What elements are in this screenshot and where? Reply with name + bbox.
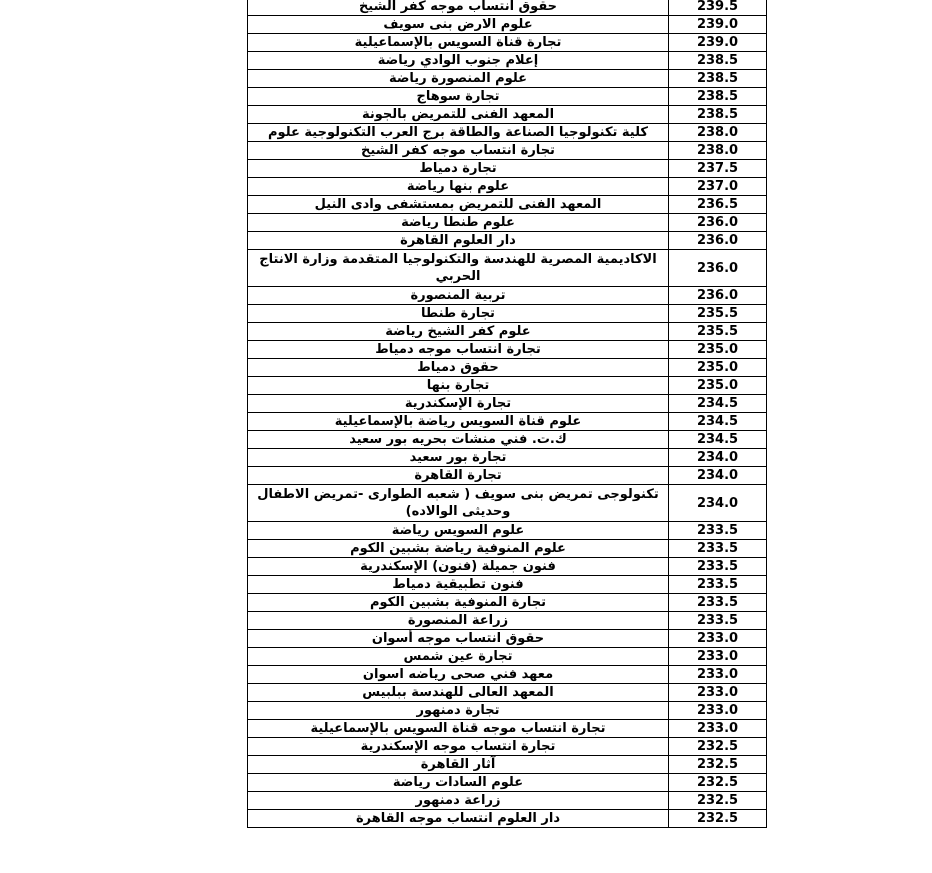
score-cell: 235.0: [669, 359, 767, 377]
table-row: [248, 377, 767, 395]
table-row: [248, 756, 767, 774]
faculty-name-cell: تجارة عين شمس: [248, 648, 669, 666]
faculty-name-cell: دار العلوم انتساب موجه القاهرة: [248, 810, 669, 828]
faculty-name-cell: تجارة انتساب موجه الإسكندرية: [248, 738, 669, 756]
faculty-name-cell: كلية تكنولوجيا الصناعة والطاقة برج العرب التكنولوجية علوم: [248, 124, 669, 142]
faculty-name-cell: تجارة بنها: [248, 377, 669, 395]
score-cell: 234.0: [669, 449, 767, 467]
table-row: [248, 702, 767, 720]
score-cell: 236.5: [669, 196, 767, 214]
table-row: [248, 178, 767, 196]
faculty-name-cell: علوم المنصورة رياضة: [248, 70, 669, 88]
table-row: [248, 341, 767, 359]
faculty-name-cell: علوم الارض بنى سويف: [248, 16, 669, 34]
faculty-name-cell: تجارة دمنهور: [248, 702, 669, 720]
faculty-name-cell: الاكاديمية المصرية للهندسة والتكنولوجيا المتقدمة وزارة الانتاج الحربي: [248, 250, 669, 287]
score-cell: 238.5: [669, 70, 767, 88]
table-row: [248, 540, 767, 558]
faculty-name-cell: تجارة بور سعيد: [248, 449, 669, 467]
table-row: [248, 774, 767, 792]
table-row: [248, 630, 767, 648]
faculty-name-cell: معهد فني صحى رياضه اسوان: [248, 666, 669, 684]
score-cell: 232.5: [669, 792, 767, 810]
table-row: [248, 684, 767, 702]
score-cell: 234.5: [669, 431, 767, 449]
faculty-name-cell: تربية المنصورة: [248, 287, 669, 305]
faculty-name-cell: علوم طنطا رياضة: [248, 214, 669, 232]
table-row: [248, 305, 767, 323]
score-cell: 232.5: [669, 774, 767, 792]
faculty-name-cell: تجارة المنوفية بشبين الكوم: [248, 594, 669, 612]
score-cell: 238.0: [669, 142, 767, 160]
faculty-name-cell: حقوق دمياط: [248, 359, 669, 377]
table-row: [248, 0, 767, 16]
score-cell: 233.5: [669, 594, 767, 612]
admission-scores-table: [247, 0, 767, 828]
faculty-name-cell: إعلام جنوب الوادي رياضة: [248, 52, 669, 70]
table-row: [248, 52, 767, 70]
score-cell: 239.0: [669, 34, 767, 52]
table-row: [248, 232, 767, 250]
score-cell: 233.0: [669, 630, 767, 648]
score-cell: 233.5: [669, 522, 767, 540]
score-cell: 238.0: [669, 124, 767, 142]
table-row: [248, 88, 767, 106]
score-cell: 238.5: [669, 52, 767, 70]
score-cell: 236.0: [669, 214, 767, 232]
score-cell: 234.0: [669, 467, 767, 485]
faculty-name-cell: المعهد العالى للهندسة ببلبيس: [248, 684, 669, 702]
table-row: [248, 792, 767, 810]
table-row: [248, 666, 767, 684]
faculty-name-cell: علوم كفر الشيخ رياضة: [248, 323, 669, 341]
table-row: [248, 160, 767, 178]
score-cell: 233.0: [669, 702, 767, 720]
table-row: [248, 196, 767, 214]
score-cell: 235.5: [669, 305, 767, 323]
faculty-name-cell: دار العلوم القاهرة: [248, 232, 669, 250]
table-row: [248, 449, 767, 467]
faculty-name-cell: فنون جميلة (فنون) الإسكندرية: [248, 558, 669, 576]
table-row: [248, 594, 767, 612]
faculty-name-cell: علوم بنها رياضة: [248, 178, 669, 196]
table-row: [248, 250, 767, 287]
faculty-name-cell: المعهد الفنى للتمريض بمستشفى وادى النيل: [248, 196, 669, 214]
score-cell: 234.5: [669, 413, 767, 431]
score-cell: 236.0: [669, 250, 767, 287]
table-row: [248, 287, 767, 305]
faculty-name-cell: تجارة طنطا: [248, 305, 669, 323]
table-row: [248, 467, 767, 485]
score-cell: 233.5: [669, 540, 767, 558]
faculty-name-cell: زراعة المنصورة: [248, 612, 669, 630]
table-row: [248, 738, 767, 756]
faculty-name-cell: تجارة القاهرة: [248, 467, 669, 485]
faculty-name-cell: علوم قناة السويس رياضة بالإسماعيلية: [248, 413, 669, 431]
table-row: [248, 395, 767, 413]
faculty-name-cell: تجارة انتساب موجه دمياط: [248, 341, 669, 359]
score-cell: 236.0: [669, 232, 767, 250]
faculty-name-cell: تجارة قناة السويس بالإسماعيلية: [248, 34, 669, 52]
table-row: [248, 431, 767, 449]
faculty-name-cell: علوم المنوفية رياضة بشبين الكوم: [248, 540, 669, 558]
table-row: [248, 720, 767, 738]
score-cell: 234.0: [669, 485, 767, 522]
table-row: [248, 810, 767, 828]
faculty-name-cell: ك.ت. فني منشات بحريه بور سعيد: [248, 431, 669, 449]
faculty-name-cell: تجارة سوهاج: [248, 88, 669, 106]
table-row: [248, 34, 767, 52]
faculty-name-cell: حقوق انتساب موجه كفر الشيخ: [248, 0, 669, 16]
score-cell: 233.0: [669, 720, 767, 738]
score-cell: 239.0: [669, 16, 767, 34]
faculty-name-cell: تجارة دمياط: [248, 160, 669, 178]
table-body: [248, 0, 767, 828]
table-row: [248, 648, 767, 666]
faculty-name-cell: فنون تطبيقية دمياط: [248, 576, 669, 594]
score-cell: 238.5: [669, 106, 767, 124]
faculty-name-cell: علوم السادات رياضة: [248, 774, 669, 792]
score-cell: 235.0: [669, 377, 767, 395]
score-cell: 233.5: [669, 612, 767, 630]
score-cell: 237.0: [669, 178, 767, 196]
faculty-name-cell: تكنولوجى تمريض بنى سويف ( شعبه الطوارى -تمريض الاطفال وحديثى الوالاده): [248, 485, 669, 522]
table-row: [248, 576, 767, 594]
table-row: [248, 70, 767, 88]
faculty-name-cell: آثار القاهرة: [248, 756, 669, 774]
table-row: [248, 485, 767, 522]
table-row: [248, 124, 767, 142]
score-cell: 233.0: [669, 666, 767, 684]
score-cell: 232.5: [669, 738, 767, 756]
faculty-name-cell: زراعة دمنهور: [248, 792, 669, 810]
score-cell: 233.5: [669, 558, 767, 576]
score-cell: 239.5: [669, 0, 767, 16]
score-cell: 234.5: [669, 395, 767, 413]
score-cell: 233.5: [669, 576, 767, 594]
table-row: [248, 413, 767, 431]
faculty-name-cell: تجارة الإسكندرية: [248, 395, 669, 413]
score-cell: 232.5: [669, 756, 767, 774]
score-cell: 237.5: [669, 160, 767, 178]
score-cell: 233.0: [669, 648, 767, 666]
faculty-name-cell: حقوق انتساب موجه أسوان: [248, 630, 669, 648]
table-row: [248, 16, 767, 34]
score-cell: 236.0: [669, 287, 767, 305]
faculty-name-cell: المعهد الفنى للتمريض بالجونة: [248, 106, 669, 124]
table-row: [248, 612, 767, 630]
table-row: [248, 558, 767, 576]
score-cell: 232.5: [669, 810, 767, 828]
table-row: [248, 106, 767, 124]
score-cell: 235.0: [669, 341, 767, 359]
score-cell: 235.5: [669, 323, 767, 341]
table-row: [248, 359, 767, 377]
table-row: [248, 214, 767, 232]
faculty-name-cell: علوم السويس رياضة: [248, 522, 669, 540]
table-row: [248, 522, 767, 540]
faculty-name-cell: تجارة انتساب موجه كفر الشيخ: [248, 142, 669, 160]
faculty-name-cell: تجارة انتساب موجه قناة السويس بالإسماعيلية: [248, 720, 669, 738]
score-cell: 233.0: [669, 684, 767, 702]
table-row: [248, 142, 767, 160]
table-row: [248, 323, 767, 341]
score-cell: 238.5: [669, 88, 767, 106]
